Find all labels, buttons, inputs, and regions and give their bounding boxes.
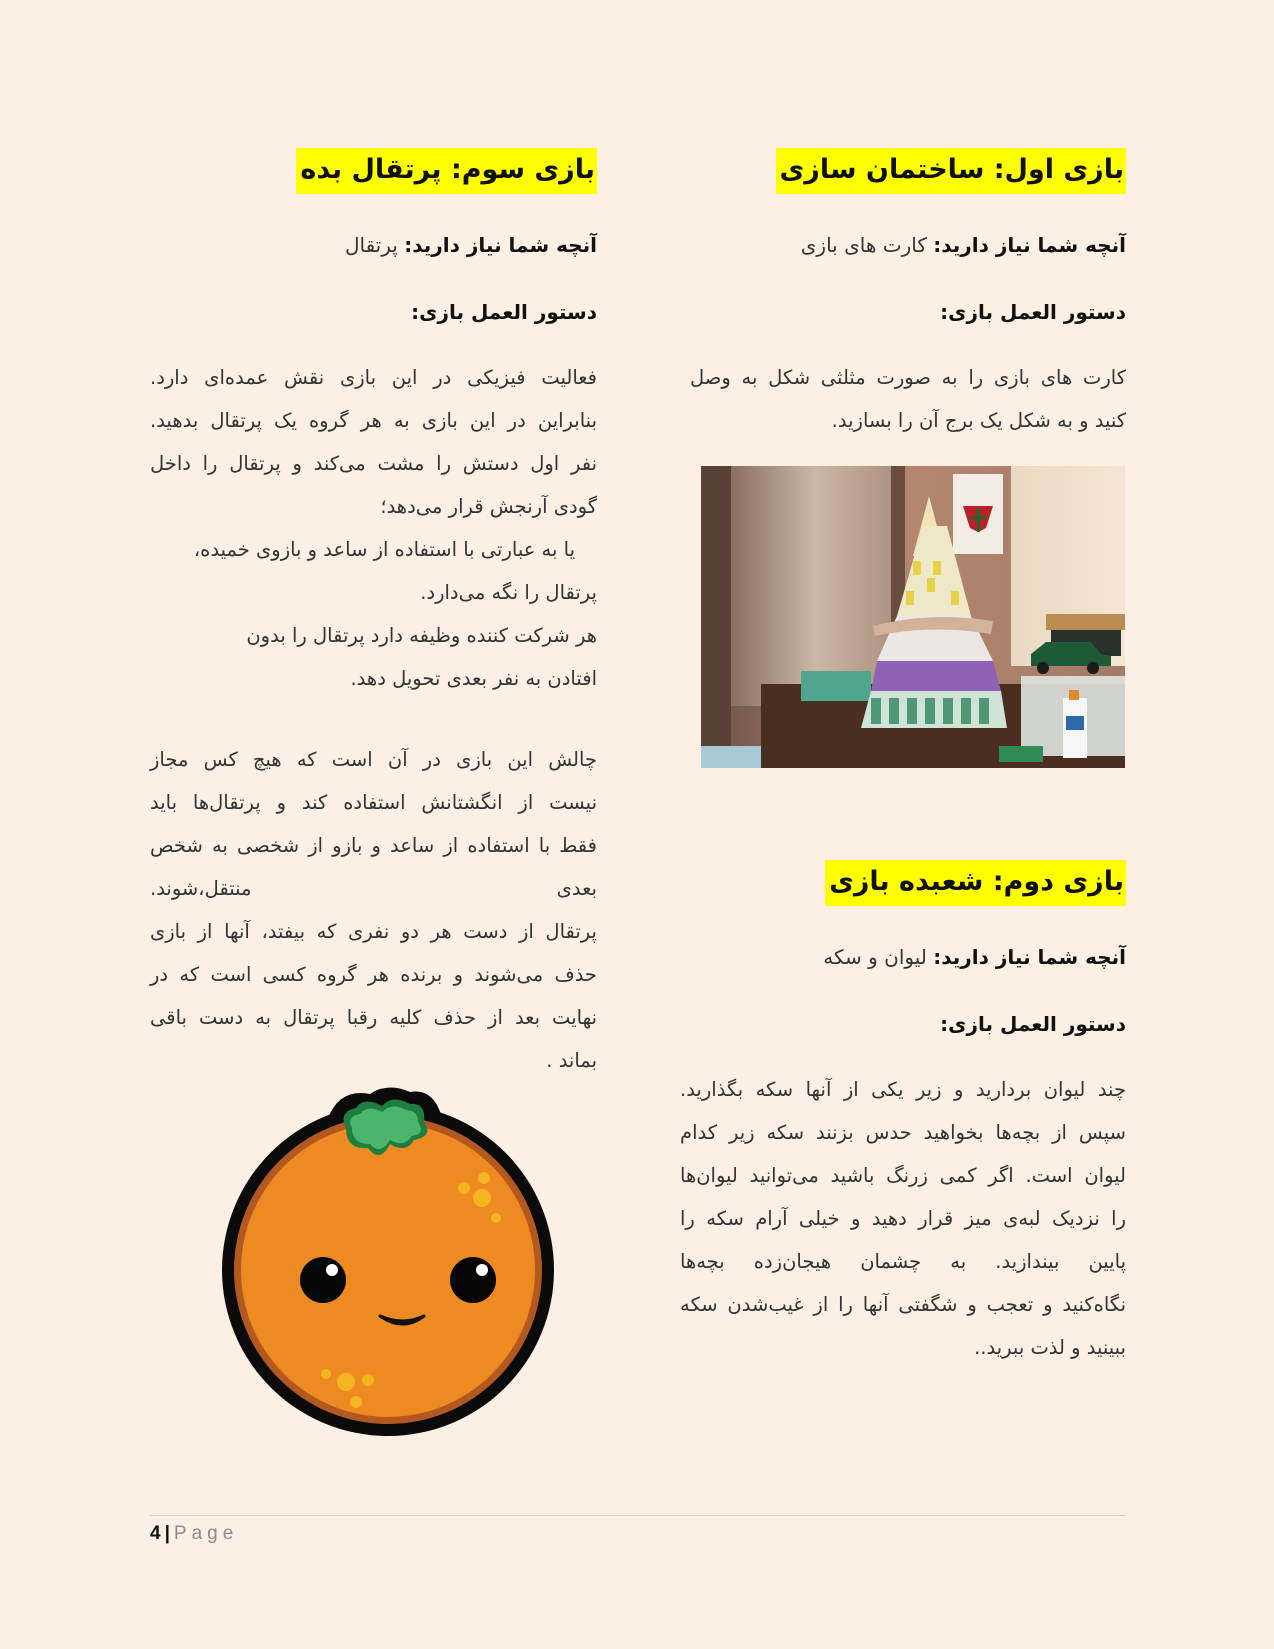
game-1-instructions-heading: دستور العمل بازی: bbox=[940, 300, 1126, 324]
paragraph-line: هر شرکت کننده وظیفه دارد پرتقال را بدون bbox=[246, 624, 597, 647]
paragraph-line: افتادن به نفر بعدی تحویل دهد. bbox=[350, 667, 597, 690]
page-label: Page bbox=[173, 1523, 239, 1544]
paragraph-line: لیوان است. اگر کمی زرنگ باشید می‌توانید لیوان‌ها bbox=[680, 1164, 1126, 1187]
game-2-needs-value: لیوان و سکه bbox=[823, 945, 934, 969]
game-2-instructions-heading: دستور العمل بازی: bbox=[940, 1012, 1126, 1036]
paragraph-line: فعالیت فیزیکی در این بازی نقش عمده‌ای دارد. bbox=[150, 366, 597, 389]
paragraph-line: نهایت بعد از حذف کلیه رقبا پرتقال به دست باقی bbox=[150, 1006, 597, 1029]
game-1-title: بازی اول: ساختمان سازی bbox=[776, 148, 1126, 194]
paragraph-line: نیست از انگشتانش استفاده کند و پرتقال‌ها باید bbox=[150, 791, 597, 814]
game-1-instructions bbox=[690, 356, 1126, 442]
game-1-needs bbox=[801, 230, 1126, 260]
game-1-needs-value: کارت های بازی bbox=[800, 233, 934, 257]
game-2-needs-label: آنچه شما نیاز دارید: bbox=[933, 945, 1126, 969]
game-3-instructions-part-2 bbox=[150, 738, 597, 1082]
cute-orange-illustration bbox=[220, 1082, 558, 1436]
paragraph-line: ببینید و لذت ببرید.. bbox=[974, 1336, 1126, 1359]
split-word-second: منتقل،شوند. bbox=[150, 877, 252, 900]
game-3-needs bbox=[345, 230, 597, 260]
game-3-title: بازی سوم: پرتقال بده bbox=[296, 148, 597, 194]
paragraph-line: بماند . bbox=[546, 1049, 597, 1072]
game-2-instructions bbox=[680, 1068, 1126, 1369]
paragraph-line: گودی آرنجش قرار می‌دهد؛ bbox=[380, 495, 597, 518]
split-word-first: بعدی bbox=[556, 877, 597, 900]
paragraph-line: کارت های بازی را به صورت مثلثی شکل به وصل bbox=[690, 366, 1126, 389]
footer-divider bbox=[150, 1515, 1126, 1516]
paragraph-line: پرتقال را نگه می‌دارد. bbox=[420, 581, 597, 604]
page-footer bbox=[150, 1521, 238, 1547]
footer-separator: | bbox=[164, 1523, 170, 1544]
paragraph-line: پایین بیندازید. به چشمان هیجان‌زده بچه‌ها bbox=[680, 1250, 1126, 1273]
paragraph-line: کنید و به شکل یک برج آن را بسازید. bbox=[831, 409, 1126, 432]
paragraph-line: نفر اول دستش را مشت می‌کند و پرتقال را داخل bbox=[150, 452, 597, 475]
paragraph-line: حذف می‌شوند و برنده هر گروه کسی است که در bbox=[150, 963, 597, 986]
game-2-needs bbox=[823, 942, 1126, 972]
paragraph-line: را نزدیک لبه‌ی میز قرار دهید و خیلی آرام سکه را bbox=[680, 1207, 1126, 1230]
game-3-instructions-heading: دستور العمل بازی: bbox=[411, 300, 597, 324]
paragraph-line: نگاه‌کنید و تعجب و شگفتی آنها را از غیب‌شدن سکه bbox=[680, 1293, 1126, 1316]
paragraph-line: سپس از بچه‌ها بخواهید حدس بزنند سکه زیر کدام bbox=[680, 1121, 1126, 1144]
game-3-needs-label: آنچه شما نیاز دارید: bbox=[404, 233, 597, 257]
left-eye bbox=[300, 1257, 346, 1303]
game-1-needs-label: آنچه شما نیاز دارید: bbox=[933, 233, 1126, 257]
right-eye bbox=[450, 1257, 496, 1303]
paragraph-line: فقط با استفاده از ساعد و بازو از شخصی به شخص bbox=[150, 834, 597, 857]
paragraph-line-split bbox=[150, 867, 597, 910]
house-of-cards-photo bbox=[701, 466, 1125, 768]
paragraph-line: چالش این بازی در آن است که هیچ کس مجاز bbox=[150, 748, 597, 771]
paragraph-line: پرتقال از دست هر دو نفری که بیفتد، آنها از بازی bbox=[150, 920, 597, 943]
game-2-title: بازی دوم: شعبده بازی bbox=[825, 860, 1126, 906]
game-3-needs-value: پرتقال bbox=[344, 233, 405, 257]
paragraph-line: چند لیوان بردارید و زیر یکی از آنها سکه بگذارید. bbox=[680, 1078, 1126, 1101]
paragraph-line: یا به عبارتی با استفاده از ساعد و بازوی خمیده، bbox=[193, 538, 575, 561]
game-3-instructions-part-1 bbox=[150, 356, 597, 700]
paragraph-line: بنابراین در این بازی به هر گروه یک پرتقال بدهید. bbox=[150, 409, 597, 432]
page-number: 4 bbox=[150, 1523, 161, 1544]
